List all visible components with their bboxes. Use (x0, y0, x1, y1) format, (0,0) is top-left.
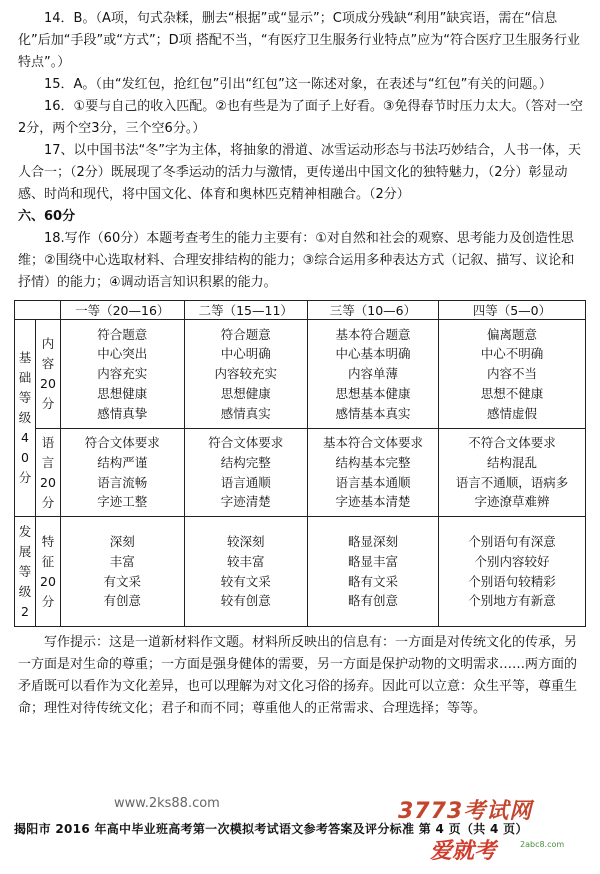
header-grade-4: 四等（5—0） (438, 301, 585, 320)
header-grade-2: 二等（15—11） (184, 301, 308, 320)
feature-grade-1: 深刻 丰富 有文采 有创意 (61, 517, 185, 627)
content-grade-1: 符合题意 中心突出 内容充实 思想健康 感情真挚 (61, 320, 185, 429)
language-grade-2: 符合文体要求 结构完整 语言通顺 字迹清楚 (184, 429, 308, 517)
basic-level-label: 基 础 等 级 4 0 分 (15, 320, 36, 517)
answer-16: 16．①要与自己的收入匹配。②也有些是为了面子上好看。③免得春节时压力太大。（答对一空2分，两个空3分，三个空6分。） (18, 99, 584, 136)
section-six-title: 六、60分 (18, 209, 76, 224)
content-grade-2: 符合题意 中心明确 内容较充实 思想健康 感情真实 (184, 320, 308, 429)
header-grade-1: 一等（20—16） (61, 301, 185, 320)
answer-18: 18.写作（60分）本题考查考生的能力主要有：①对自然和社会的观察、思考能力及创造性思维；②围绕中心选取材料、合理安排结构的能力；③综合运用多种表达方式（记叙、描写、议论和抒情）的能力；④调动语言知识积累的能力。 (18, 231, 575, 290)
header-grade-3: 三等（10—6） (308, 301, 439, 320)
development-level-label: 发 展 等 级 2 (15, 517, 36, 627)
language-label: 语 言 20 分 (36, 429, 61, 517)
table-header-row (15, 301, 586, 320)
feature-label: 特 征 20 分 (36, 517, 61, 627)
scoring-table (14, 300, 586, 627)
watermark-logo: 爱就考 (430, 839, 497, 864)
answer-14: 14．B。（A项，句式杂糅，删去“根据”或“显示”；C项成分残缺“利用”缺宾语，需在“信息化”后加“手段”或“方式”；D项 搭配不当，“有医疗卫生服务行业特点”应为“符合医疗卫生服务行业特点”。） (18, 11, 581, 70)
language-grade-3: 基本符合文体要求 结构基本完整 语言基本通顺 字迹基本清楚 (308, 429, 439, 517)
feature-grade-3: 略显深刻 略显丰富 略有文采 略有创意 (308, 517, 439, 627)
answer-17: 17、以中国书法“冬”字为主体，将抽象的滑道、冰雪运动形态与书法巧妙结合，人书一体，天人合一；（2分）既展现了冬季运动的活力与激情，更传递出中国文化的独特魅力，（2分）彰显动感、时尚和现代，将中国文化、体育和奥林匹克精神相融合。（2分） (18, 143, 582, 202)
answer-15: 15．A。（由“发红包，抢红包”引出“红包”这一陈述对象，在表述与“红包”有关的问题。） (44, 77, 552, 92)
watermark-3773: 3773考试网 (398, 799, 533, 824)
watermark-small-url: 2abc8.com (520, 840, 565, 849)
writing-hint: 写作提示：这是一道新材料作文题。材料所反映出的信息有：一方面是对传统文化的传承，另一方面是对生命的尊重；一方面是强身健体的需要，另一方面是保护动物的文明需求……两方面的矛盾既可以看作为文化差异，也可以理解为对文化习俗的扬弃。因此可以立意：众生平等，尊重生命；理性对待传统文化；君子和而不同；尊重他人的正常需求、合理选择；等等。 (18, 635, 578, 716)
table-row-feature (15, 517, 586, 627)
language-grade-4: 不符合文体要求 结构混乱 语言不通顺，语病多 字迹潦草难辨 (438, 429, 585, 517)
feature-grade-4: 个别语句有深意 个别内容较好 个别语句较精彩 个别地方有新意 (438, 517, 585, 627)
content-grade-3: 基本符合题意 中心基本明确 内容单薄 思想基本健康 感情基本真实 (308, 320, 439, 429)
table-row-language (15, 429, 586, 517)
table-row-content (15, 320, 586, 429)
corner-cell (15, 301, 61, 320)
watermark-site-url: www.2ks88.com (114, 796, 220, 811)
content-label: 内 容 20 分 (36, 320, 61, 429)
feature-grade-2: 较深刻 较丰富 较有文采 较有创意 (184, 517, 308, 627)
page-footer: 揭阳市 2016 年高中毕业班高考第一次模拟考试语文参考答案及评分标准 第 4 页（共 4 页） (14, 822, 528, 836)
language-grade-1: 符合文体要求 结构严谨 语言流畅 字迹工整 (61, 429, 185, 517)
content-grade-4: 偏离题意 中心不明确 内容不当 思想不健康 感情虚假 (438, 320, 585, 429)
